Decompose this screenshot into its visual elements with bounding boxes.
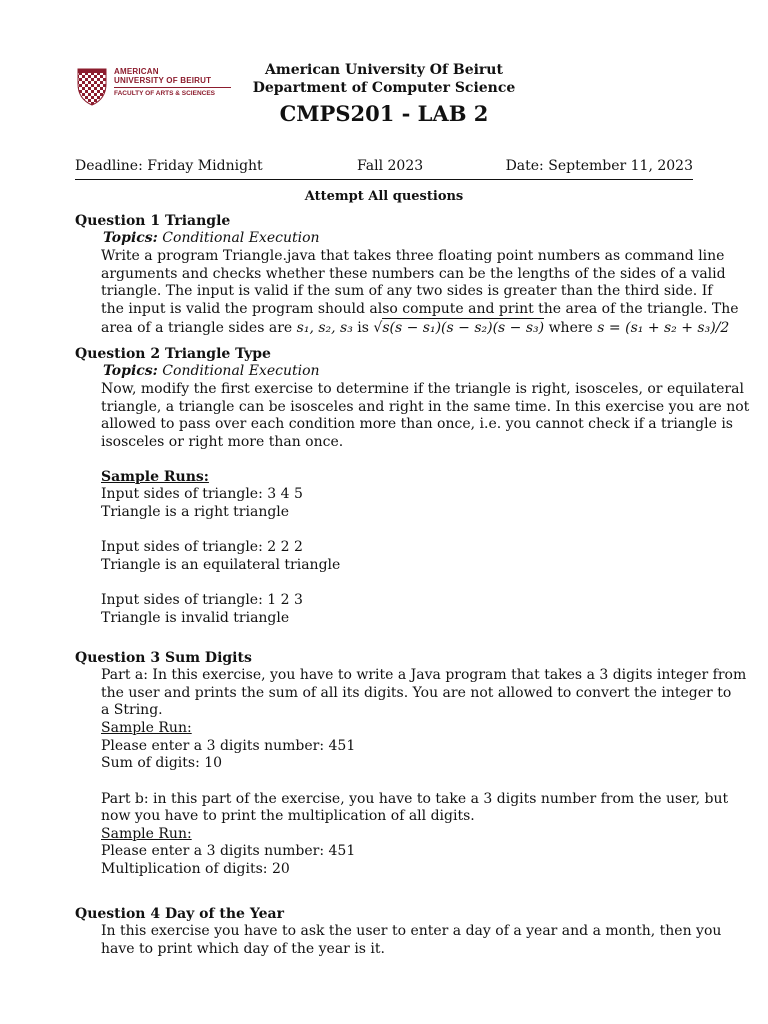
term-text: Fall 2023 bbox=[357, 158, 424, 174]
sample-run-line: Input sides of triangle: 3 4 5 bbox=[101, 486, 303, 502]
topics-value: Conditional Execution bbox=[162, 363, 320, 379]
sample-run-line: Triangle is an equilateral triangle bbox=[101, 557, 341, 573]
formula-is: is bbox=[352, 320, 374, 336]
formula-s: s = (s₁ + s₂ + s₃)/2 bbox=[597, 320, 730, 336]
part-a-text-line: Part a: In this exercise, you have to write a Java program that takes a 3 digits integer from bbox=[101, 667, 747, 683]
sample-run-line: Triangle is a right triangle bbox=[101, 504, 290, 520]
sqrt-symbol: √ bbox=[373, 320, 383, 336]
sample-runs-heading: Sample Runs: bbox=[101, 469, 209, 485]
header-rule bbox=[75, 179, 693, 180]
logo-line-3: FACULTY OF ARTS & SCIENCES bbox=[114, 90, 215, 97]
part-a-text-line: the user and prints the sum of all its digits. You are not allowed to convert the integer to bbox=[101, 685, 732, 701]
sample-run-line: Input sides of triangle: 2 2 2 bbox=[101, 539, 303, 555]
question-2-text-line: allowed to pass over each condition more than once, i.e. you cannot check if a triangle is bbox=[101, 416, 733, 432]
sample-run-line: Please enter a 3 digits number: 451 bbox=[101, 843, 356, 859]
date-text: Date: September 11, 2023 bbox=[505, 158, 693, 174]
formula-prefix: area of a triangle sides are bbox=[101, 320, 297, 336]
formula-sqrt-body: s(s − s₁)(s − s₂)(s − s₃) bbox=[382, 320, 545, 336]
question-2-topics bbox=[103, 362, 320, 380]
question-2-text-line: triangle, a triangle can be isosceles and right in the same time. In this exercise you are not bbox=[101, 399, 750, 415]
question-2-text-line: isosceles or right more than once. bbox=[101, 434, 344, 450]
sample-run-b-heading: Sample Run: bbox=[101, 826, 192, 842]
question-4-text-line: In this exercise you have to ask the user to enter a day of a year and a month, then you bbox=[101, 923, 722, 939]
question-2-heading: Question 2 Triangle Type bbox=[75, 346, 271, 362]
formula-vars: s₁, s₂, s₃ bbox=[296, 320, 353, 336]
question-2-text-line: Now, modify the first exercise to determine if the triangle is right, isosceles, or equilateral bbox=[101, 381, 744, 397]
question-3-heading: Question 3 Sum Digits bbox=[75, 650, 252, 666]
part-a-text-line: a String. bbox=[101, 702, 163, 718]
question-1-text-line: arguments and checks whether these numbers can be the lengths of the sides of a valid bbox=[101, 266, 726, 282]
topics-label: Topics: bbox=[103, 363, 158, 379]
question-1-text-line: Write a program Triangle.java that takes three floating point numbers as command line bbox=[101, 248, 725, 264]
part-b-text-line: now you have to print the multiplication of all digits. bbox=[101, 808, 475, 824]
part-b-text-line: Part b: in this part of the exercise, you have to take a 3 digits number from the user, but bbox=[101, 791, 729, 807]
deadline-text: Deadline: Friday Midnight bbox=[75, 158, 263, 174]
sample-run-line: Sum of digits: 10 bbox=[101, 755, 223, 771]
sample-run-line: Multiplication of digits: 20 bbox=[101, 861, 290, 877]
question-1-text-line: triangle. The input is valid if the sum of any two sides is greater than the third side. If bbox=[101, 283, 713, 299]
university-name: American University Of Beirut bbox=[265, 62, 503, 78]
topics-label: Topics: bbox=[103, 230, 158, 246]
sample-run-line: Please enter a 3 digits number: 451 bbox=[101, 738, 356, 754]
document-title: CMPS201 - LAB 2 bbox=[279, 101, 489, 126]
question-1-topics bbox=[103, 229, 320, 247]
logo-line-1: AMERICAN bbox=[114, 67, 159, 76]
instruction-text: Attempt All questions bbox=[304, 189, 464, 204]
question-1-formula-line bbox=[101, 318, 729, 337]
question-1-text-line: the input is valid the program should also compute and print the area of the triangle. The bbox=[101, 301, 739, 317]
sample-run-a-heading: Sample Run: bbox=[101, 720, 192, 736]
topics-value: Conditional Execution bbox=[162, 230, 320, 246]
question-4-heading: Question 4 Day of the Year bbox=[75, 906, 284, 922]
sample-run-line: Triangle is invalid triangle bbox=[101, 610, 290, 626]
formula-where: where bbox=[544, 320, 598, 336]
logo-line-2: UNIVERSITY OF BEIRUT bbox=[114, 76, 212, 85]
question-1-heading: Question 1 Triangle bbox=[75, 213, 231, 229]
department-name: Department of Computer Science bbox=[252, 80, 516, 96]
sample-run-line: Input sides of triangle: 1 2 3 bbox=[101, 592, 303, 608]
question-4-text-line: have to print which day of the year is it. bbox=[101, 941, 385, 957]
